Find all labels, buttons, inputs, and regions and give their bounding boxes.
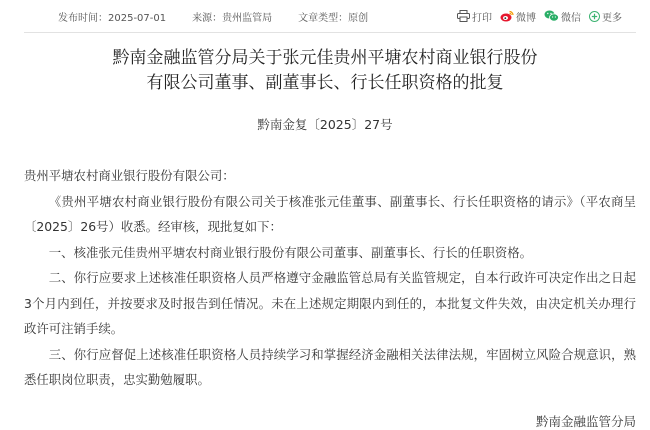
wechat-share-button[interactable] (544, 9, 581, 24)
document-body (24, 163, 636, 393)
wechat-icon (544, 10, 559, 22)
weibo-label: 微博 (516, 12, 536, 24)
more-share-button[interactable] (589, 9, 622, 24)
weibo-share-button[interactable] (500, 9, 536, 24)
weibo-icon (500, 10, 514, 22)
wechat-label: 微信 (561, 12, 581, 24)
document-title-line-2: 有限公司董事、副董事长、行长任职资格的批复 (146, 73, 504, 93)
document-number: 黔南金复〔2025〕27号 (257, 117, 393, 132)
share-toolbar (457, 9, 636, 24)
salutation: 贵州平塘农村商业银行股份有限公司： (24, 168, 235, 183)
more-label: 更多 (602, 12, 622, 24)
publish-time: 发布时间：2025-07-01 (58, 12, 167, 24)
body-paragraph: 《贵州平塘农村商业银行股份有限公司关于核准张元佳董事、副董事长、行长任职资格的请示》（平农商呈〔2025〕26号）收悉。经审核，现批复如下： (24, 193, 636, 234)
printer-icon (457, 10, 470, 22)
document-title-line-1: 黔南金融监管分局关于张元佳贵州平塘农村商业银行股份 (112, 48, 538, 68)
print-label: 打印 (472, 12, 492, 24)
plus-circle-icon (589, 11, 600, 22)
article-type: 文章类型：原创 (298, 12, 369, 24)
article-meta-bar (24, 0, 636, 33)
document-title (0, 46, 650, 96)
body-paragraph: 二、你行应要求上述核准任职资格人员严格遵守金融监管总局有关监管规定，自本行政许可决定作出之日起3个月内到任，并按要求及时报告到任情况。未在上述规定期限内到任的，本批复文件失效，由决定机关办理行政许可注销手续。 (24, 270, 636, 336)
body-paragraph: 三、你行应督促上述核准任职资格人员持续学习和掌握经济金融相关法律法规，牢固树立风险合规意识，熟悉任职岗位职责，忠实勤勉履职。 (24, 346, 636, 387)
article-source: 来源：贵州监管局 (192, 12, 273, 24)
issuer-signature: 黔南金融监管分局 (535, 414, 636, 429)
article-meta-info (24, 9, 394, 24)
print-button[interactable] (457, 9, 492, 24)
body-paragraph: 一、核准张元佳贵州平塘农村商业银行股份有限公司董事、副董事长、行长的任职资格。 (48, 244, 533, 260)
